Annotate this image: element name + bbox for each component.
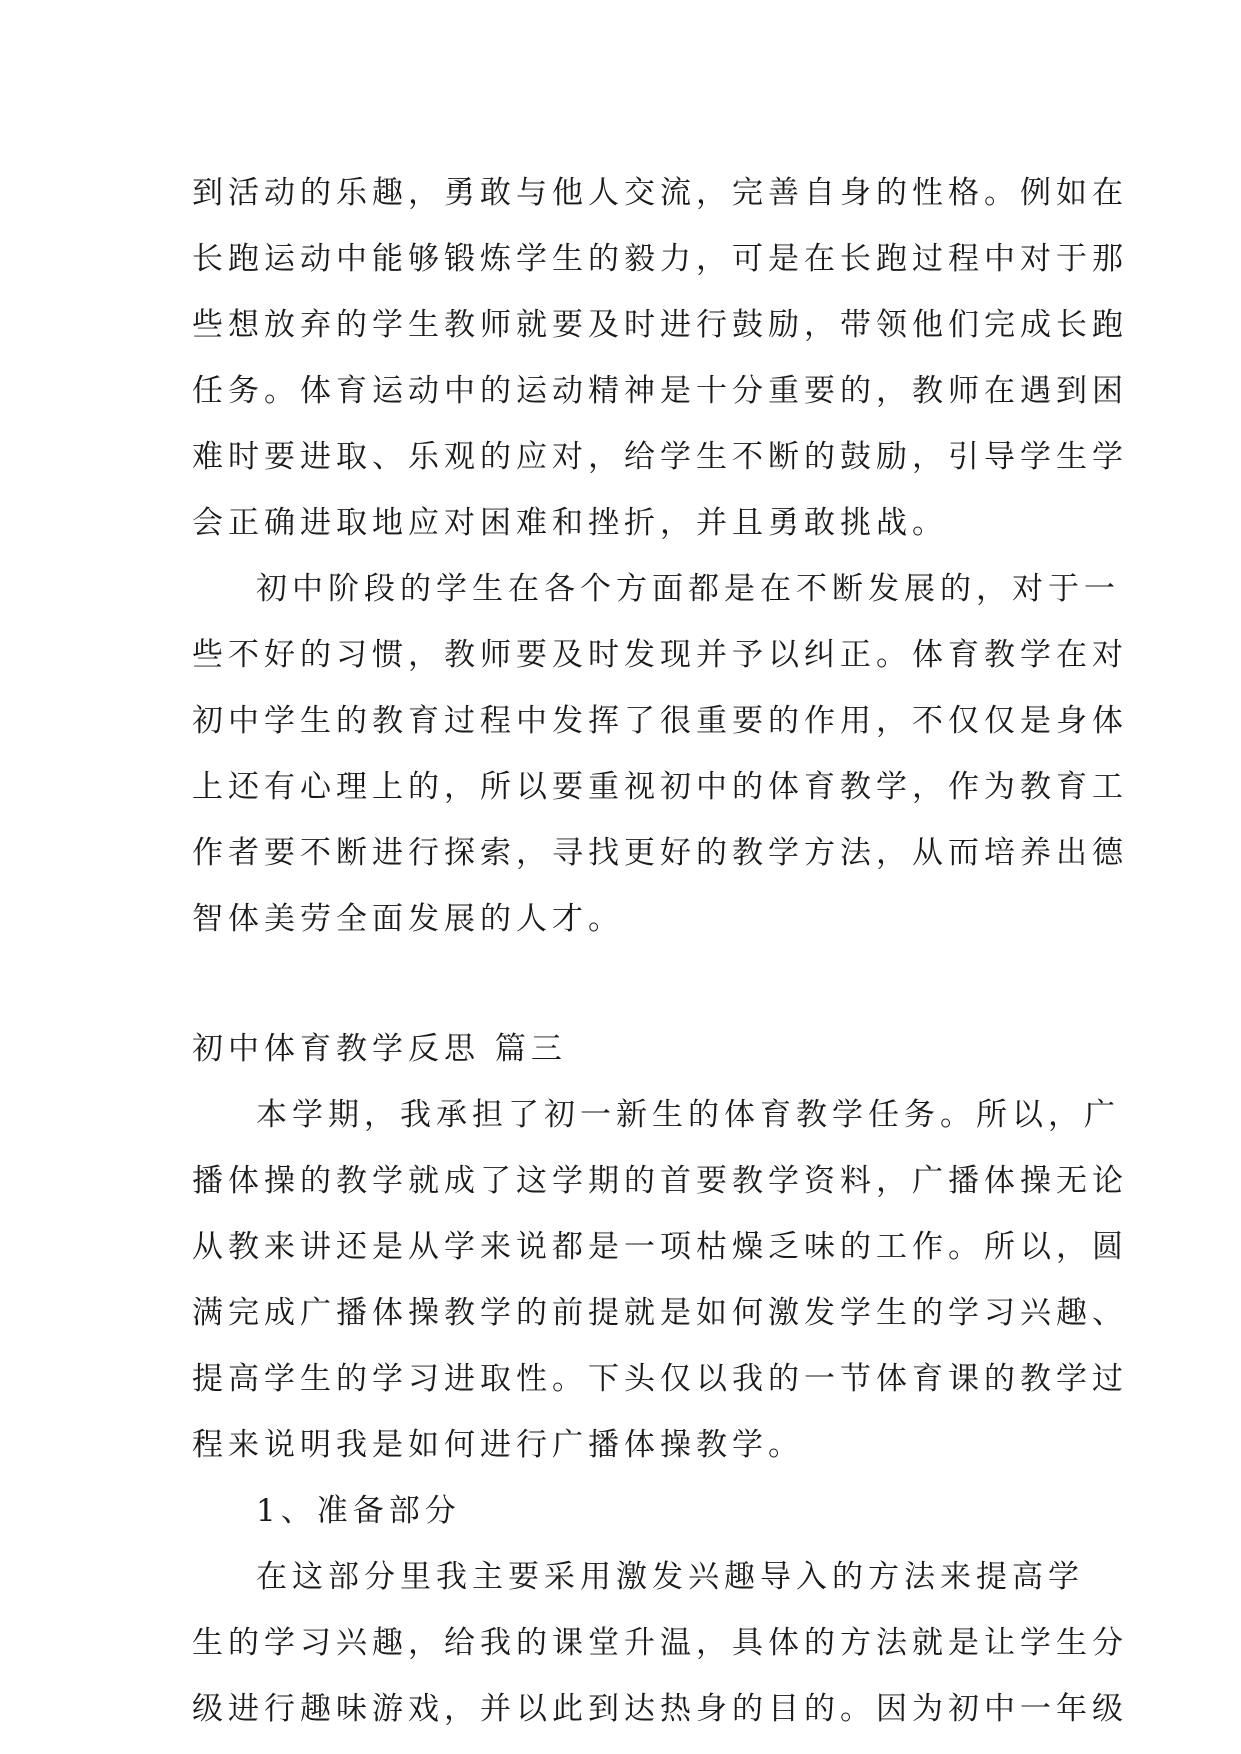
subheading: 1、准备部分 — [256, 1493, 461, 1529]
paragraph-1 — [192, 160, 1128, 556]
section-title: 初中体育教学反思 篇三 — [192, 1031, 567, 1067]
section-spacer — [192, 952, 1062, 1016]
paragraph-4 — [192, 1544, 1128, 1742]
text-line: 作者要不断进行探索，寻找更好的教学方法，从而培养出德 — [192, 835, 1128, 871]
text-line: 智体美劳全面发展的人才。 — [192, 901, 624, 937]
text-line: 难时要进取、乐观的应对，给学生不断的鼓励，引导学生学 — [192, 439, 1128, 475]
paragraph-3 — [192, 1082, 1128, 1478]
text-line: 长跑运动中能够锻炼学生的毅力，可是在长跑过程中对于那 — [192, 241, 1128, 277]
text-line: 到活动的乐趣，勇敢与他人交流，完善自身的性格。例如在 — [192, 175, 1128, 211]
text-line: 上还有心理上的，所以要重视初中的体育教学，作为教育工 — [192, 769, 1128, 805]
document-page — [192, 160, 1128, 1742]
text-line: 播体操的教学就成了这学期的首要教学资料，广播体操无论 — [192, 1163, 1128, 1199]
text-line: 会正确进取地应对困难和挫折，并且勇敢挑战。 — [192, 505, 948, 541]
text-line: 初中阶段的学生在各个方面都是在不断发展的，对于一 — [256, 571, 1120, 607]
text-line: 些不好的习惯，教师要及时发现并予以纠正。体育教学在对 — [192, 637, 1128, 673]
text-line: 任务。体育运动中的运动精神是十分重要的，教师在遇到困 — [192, 373, 1128, 409]
paragraph-2 — [192, 556, 1128, 952]
text-line: 在这部分里我主要采用激发兴趣导入的方法来提高学 — [256, 1559, 1084, 1595]
text-line: 初中学生的教育过程中发挥了很重要的作用，不仅仅是身体 — [192, 703, 1128, 739]
text-line: 级进行趣味游戏，并以此到达热身的目的。因为初中一年级 — [192, 1691, 1128, 1727]
text-line: 提高学生的学习进取性。下头仅以我的一节体育课的教学过 — [192, 1361, 1128, 1397]
text-line: 本学期，我承担了初一新生的体育教学任务。所以，广 — [256, 1097, 1120, 1133]
text-line: 从教来讲还是从学来说都是一项枯燥乏味的工作。所以，圆 — [192, 1229, 1128, 1265]
text-line: 些想放弃的学生教师就要及时进行鼓励，带领他们完成长跑 — [192, 307, 1128, 343]
text-line: 生的学习兴趣，给我的课堂升温，具体的方法就是让学生分 — [192, 1625, 1128, 1661]
text-line: 程来说明我是如何进行广播体操教学。 — [192, 1427, 804, 1463]
text-line: 满完成广播体操教学的前提就是如何激发学生的学习兴趣、 — [192, 1295, 1128, 1331]
